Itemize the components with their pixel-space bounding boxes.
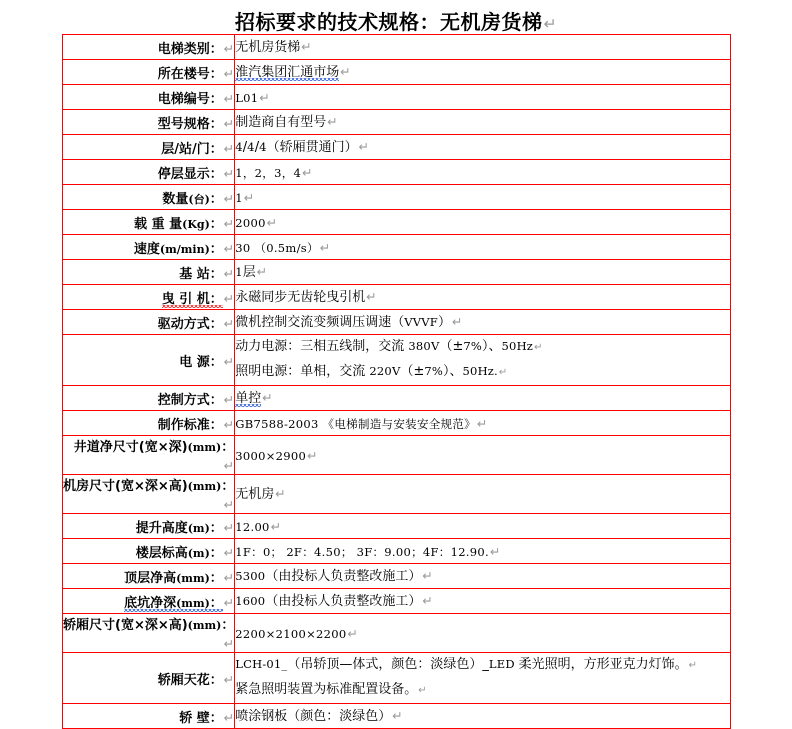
paragraph-mark-icon: ↵ (392, 707, 403, 723)
page-title-text: 招标要求的技术规格：无机房货梯 (234, 10, 543, 34)
paragraph-mark-icon: ↵ (302, 164, 313, 180)
paragraph-mark-icon: ↵ (534, 342, 543, 354)
spec-value-cell (235, 285, 731, 310)
spec-value: 喷涂钢板（颜色：淡绿色） (235, 708, 392, 724)
spec-value: 制造商自有型号 (235, 114, 327, 130)
spec-value: 1600（由投标人负责整改施工） (235, 593, 422, 609)
table-row (63, 210, 731, 235)
spec-label-cell (63, 285, 235, 310)
paragraph-mark-icon: ↵ (307, 447, 318, 463)
spec-label-cell (63, 85, 235, 110)
paragraph-mark-icon: ↵ (223, 353, 235, 369)
spec-value: 4/4/4（轿厢贯通门） (235, 139, 358, 155)
spec-label: 型号规格： (157, 116, 223, 132)
spec-label: 曳 引 机： (161, 291, 223, 307)
spec-label-cell (63, 411, 235, 436)
spec-label: 电梯类别： (157, 41, 223, 57)
spec-label-cell (63, 60, 235, 85)
spec-label-cell (63, 310, 235, 335)
spec-value: 1F：0； 2F：4.50； 3F：9.00；4F：12.90. (235, 544, 489, 559)
paragraph-mark-icon: ↵ (301, 38, 312, 54)
spec-value: 微机控制交流变频调压调速（VVVF） (235, 314, 451, 330)
spec-label: 数量(台)： (162, 191, 223, 207)
page-title (0, 6, 792, 35)
paragraph-mark-icon: ↵ (489, 543, 501, 559)
spec-value-cell (235, 514, 731, 539)
paragraph-mark-icon: ↵ (223, 315, 235, 331)
paragraph-mark-icon: ↵ (223, 190, 235, 206)
spec-label: 层/站/门： (161, 141, 223, 157)
spec-value: 单控 (235, 390, 262, 406)
table-row (63, 475, 731, 514)
table-row (63, 335, 731, 386)
paragraph-mark-icon: ↵ (422, 567, 433, 583)
table-row (63, 704, 731, 729)
spec-value: 5300（由投标人负责整改施工） (235, 568, 422, 584)
paragraph-mark-icon: ↵ (275, 485, 286, 501)
paragraph-mark-icon: ↵ (223, 519, 235, 535)
paragraph-mark-icon: ↵ (223, 290, 235, 306)
paragraph-mark-icon: ↵ (223, 594, 235, 610)
spec-value-cell (235, 539, 731, 564)
paragraph-mark-icon: ↵ (223, 391, 235, 407)
spec-label: 电梯编号： (157, 91, 223, 107)
paragraph-mark-icon: ↵ (223, 458, 235, 473)
table-row (63, 589, 731, 614)
table-row (63, 110, 731, 135)
spec-value-cell (235, 411, 731, 436)
table-row (63, 310, 731, 335)
table-row (63, 260, 731, 285)
paragraph-mark-icon: ↵ (256, 263, 268, 279)
spec-value-cell (235, 235, 731, 260)
spec-value-cell (235, 160, 731, 185)
paragraph-mark-icon: ↵ (223, 544, 235, 560)
spec-value (235, 335, 730, 385)
spec-label: 轿 壁： (179, 710, 223, 726)
spec-label: 轿厢尺寸(宽×深×高)(mm)： (63, 618, 235, 633)
paragraph-mark-icon: ↵ (266, 214, 278, 230)
paragraph-mark-icon: ↵ (476, 415, 488, 431)
table-row (63, 235, 731, 260)
spec-label: 所在楼号： (157, 66, 223, 82)
spec-label: 基 站： (179, 266, 223, 282)
table-row (63, 60, 731, 85)
paragraph-mark-icon: ↵ (422, 592, 433, 608)
spec-value-cell (235, 310, 731, 335)
spec-label-cell (63, 235, 235, 260)
spec-label-cell (63, 110, 235, 135)
spec-value (235, 653, 730, 703)
spec-value-cell (235, 704, 731, 729)
spec-value-cell (235, 210, 731, 235)
spec-value: 3000×2900 (235, 448, 307, 463)
spec-value-line: 紧急照明装置为标准配置设备。↵ (235, 682, 427, 697)
paragraph-mark-icon: ↵ (243, 189, 255, 205)
paragraph-mark-icon: ↵ (223, 40, 235, 56)
spec-label-cell (63, 335, 235, 386)
paragraph-mark-icon: ↵ (366, 288, 377, 304)
spec-value: 30 （0.5m/s） (235, 240, 319, 255)
spec-value: 2200×2100×2200 (235, 626, 347, 641)
paragraph-mark-icon: ↵ (223, 671, 235, 687)
paragraph-mark-icon: ↵ (498, 367, 508, 378)
spec-value-cell (235, 260, 731, 285)
table-row (63, 564, 731, 589)
spec-label-cell (63, 35, 235, 60)
paragraph-mark-icon: ↵ (223, 709, 235, 725)
spec-label-cell (63, 564, 235, 589)
paragraph-mark-icon: ↵ (223, 90, 235, 106)
paragraph-mark-icon: ↵ (340, 63, 351, 79)
spec-label: 电 源： (179, 354, 223, 370)
spec-value-cell (235, 475, 731, 514)
spec-value: 淮汽集团汇通市场 (235, 64, 340, 80)
spec-label: 轿厢天花： (157, 672, 223, 688)
paragraph-mark-icon: ↵ (223, 497, 235, 512)
spec-value: 2000 (235, 215, 266, 230)
spec-value: 无机房货梯 (235, 39, 301, 55)
paragraph-mark-icon: ↵ (223, 65, 235, 81)
spec-label-cell (63, 475, 235, 514)
spec-value-cell (235, 135, 731, 160)
spec-label: 顶层净高(mm)： (124, 570, 223, 586)
spec-value-cell (235, 386, 731, 411)
spec-label-cell (63, 539, 235, 564)
spec-label: 载 重 量(Kg)： (134, 216, 223, 232)
table-row (63, 185, 731, 210)
paragraph-mark-icon: ↵ (262, 389, 273, 405)
table-row (63, 85, 731, 110)
spec-value: 1，2，3，4 (235, 165, 302, 180)
paragraph-mark-icon: ↵ (347, 625, 358, 641)
spec-value: 12.00 (235, 519, 270, 534)
paragraph-mark-icon: ↵ (270, 518, 282, 534)
spec-label: 底坑净深(mm)： (124, 595, 223, 611)
spec-label-cell (63, 436, 235, 475)
spec-label-cell (63, 260, 235, 285)
paragraph-mark-icon: ↵ (418, 685, 427, 696)
paragraph-mark-icon: ↵ (259, 89, 270, 105)
spec-label: 提升高度(m)： (135, 520, 223, 536)
table-row (63, 514, 731, 539)
spec-value: L01 (235, 90, 259, 105)
paragraph-mark-icon: ↵ (223, 265, 235, 281)
paragraph-mark-icon: ↵ (223, 569, 235, 585)
specification-table-body (63, 35, 731, 729)
table-row (63, 539, 731, 564)
paragraph-mark-icon: ↵ (223, 140, 235, 156)
spec-value-cell (235, 185, 731, 210)
paragraph-mark-icon: ↵ (327, 113, 338, 129)
spec-label-cell (63, 210, 235, 235)
table-row (63, 653, 731, 704)
table-row (63, 386, 731, 411)
spec-value: 1 (235, 190, 243, 205)
table-row (63, 160, 731, 185)
paragraph-mark-icon: ↵ (223, 636, 235, 651)
spec-label-cell (63, 185, 235, 210)
paragraph-mark-icon: ↵ (543, 15, 558, 33)
paragraph-mark-icon: ↵ (223, 416, 235, 432)
paragraph-mark-icon: ↵ (358, 138, 370, 154)
spec-label-cell (63, 589, 235, 614)
spec-label: 驱动方式： (157, 316, 223, 332)
specification-table (62, 34, 731, 729)
spec-label: 楼层标高(m)： (135, 545, 223, 561)
spec-label: 井道净尺寸(宽×深)(mm)： (73, 440, 235, 455)
spec-value-line: 动力电源：三相五线制，交流 380V（±7%）、50Hz↵ (235, 339, 543, 355)
spec-value-cell (235, 335, 731, 386)
paragraph-mark-icon: ↵ (319, 239, 331, 255)
table-row (63, 135, 731, 160)
paragraph-mark-icon: ↵ (223, 215, 235, 231)
spec-label-cell (63, 160, 235, 185)
spec-label: 控制方式： (157, 392, 223, 408)
table-row (63, 436, 731, 475)
paragraph-mark-icon: ↵ (451, 313, 463, 329)
spec-label: 机房尺寸(宽×深×高)(mm)： (63, 479, 235, 494)
spec-label-cell (63, 514, 235, 539)
spec-value-cell (235, 60, 731, 85)
spec-label: 速度(m/min)： (133, 241, 223, 257)
spec-label-cell (63, 386, 235, 411)
spec-value-line: LCH-01_（吊轿顶—体式，颜色：淡绿色）_LED 柔光照明，方形亚克力灯饰。↵ (235, 657, 698, 673)
spec-value-cell (235, 589, 731, 614)
table-row (63, 35, 731, 60)
spec-label-cell (63, 653, 235, 704)
table-row (63, 411, 731, 436)
spec-value-cell (235, 35, 731, 60)
spec-value-cell (235, 85, 731, 110)
spec-label-cell (63, 135, 235, 160)
paragraph-mark-icon: ↵ (223, 115, 235, 131)
spec-value-cell (235, 653, 731, 704)
spec-value: 1层 (235, 264, 256, 280)
spec-value: 无机房 (235, 486, 275, 502)
spec-value-line: 照明电源：单相，交流 220V（±7%）、50Hz.↵ (235, 364, 508, 379)
spec-value-cell (235, 564, 731, 589)
paragraph-mark-icon: ↵ (223, 240, 235, 256)
spec-value-cell (235, 110, 731, 135)
spec-label: 停层显示： (157, 166, 223, 182)
spec-value: GB7588-2003 《电梯制造与安装安全规范》 (235, 416, 476, 431)
paragraph-mark-icon: ↵ (688, 660, 698, 672)
spec-label-cell (63, 704, 235, 729)
spec-label: 制作标准： (157, 417, 223, 433)
spec-value: 永磁同步无齿轮曳引机 (235, 289, 366, 305)
spec-value-cell (235, 436, 731, 475)
table-row (63, 285, 731, 310)
paragraph-mark-icon: ↵ (223, 165, 235, 181)
